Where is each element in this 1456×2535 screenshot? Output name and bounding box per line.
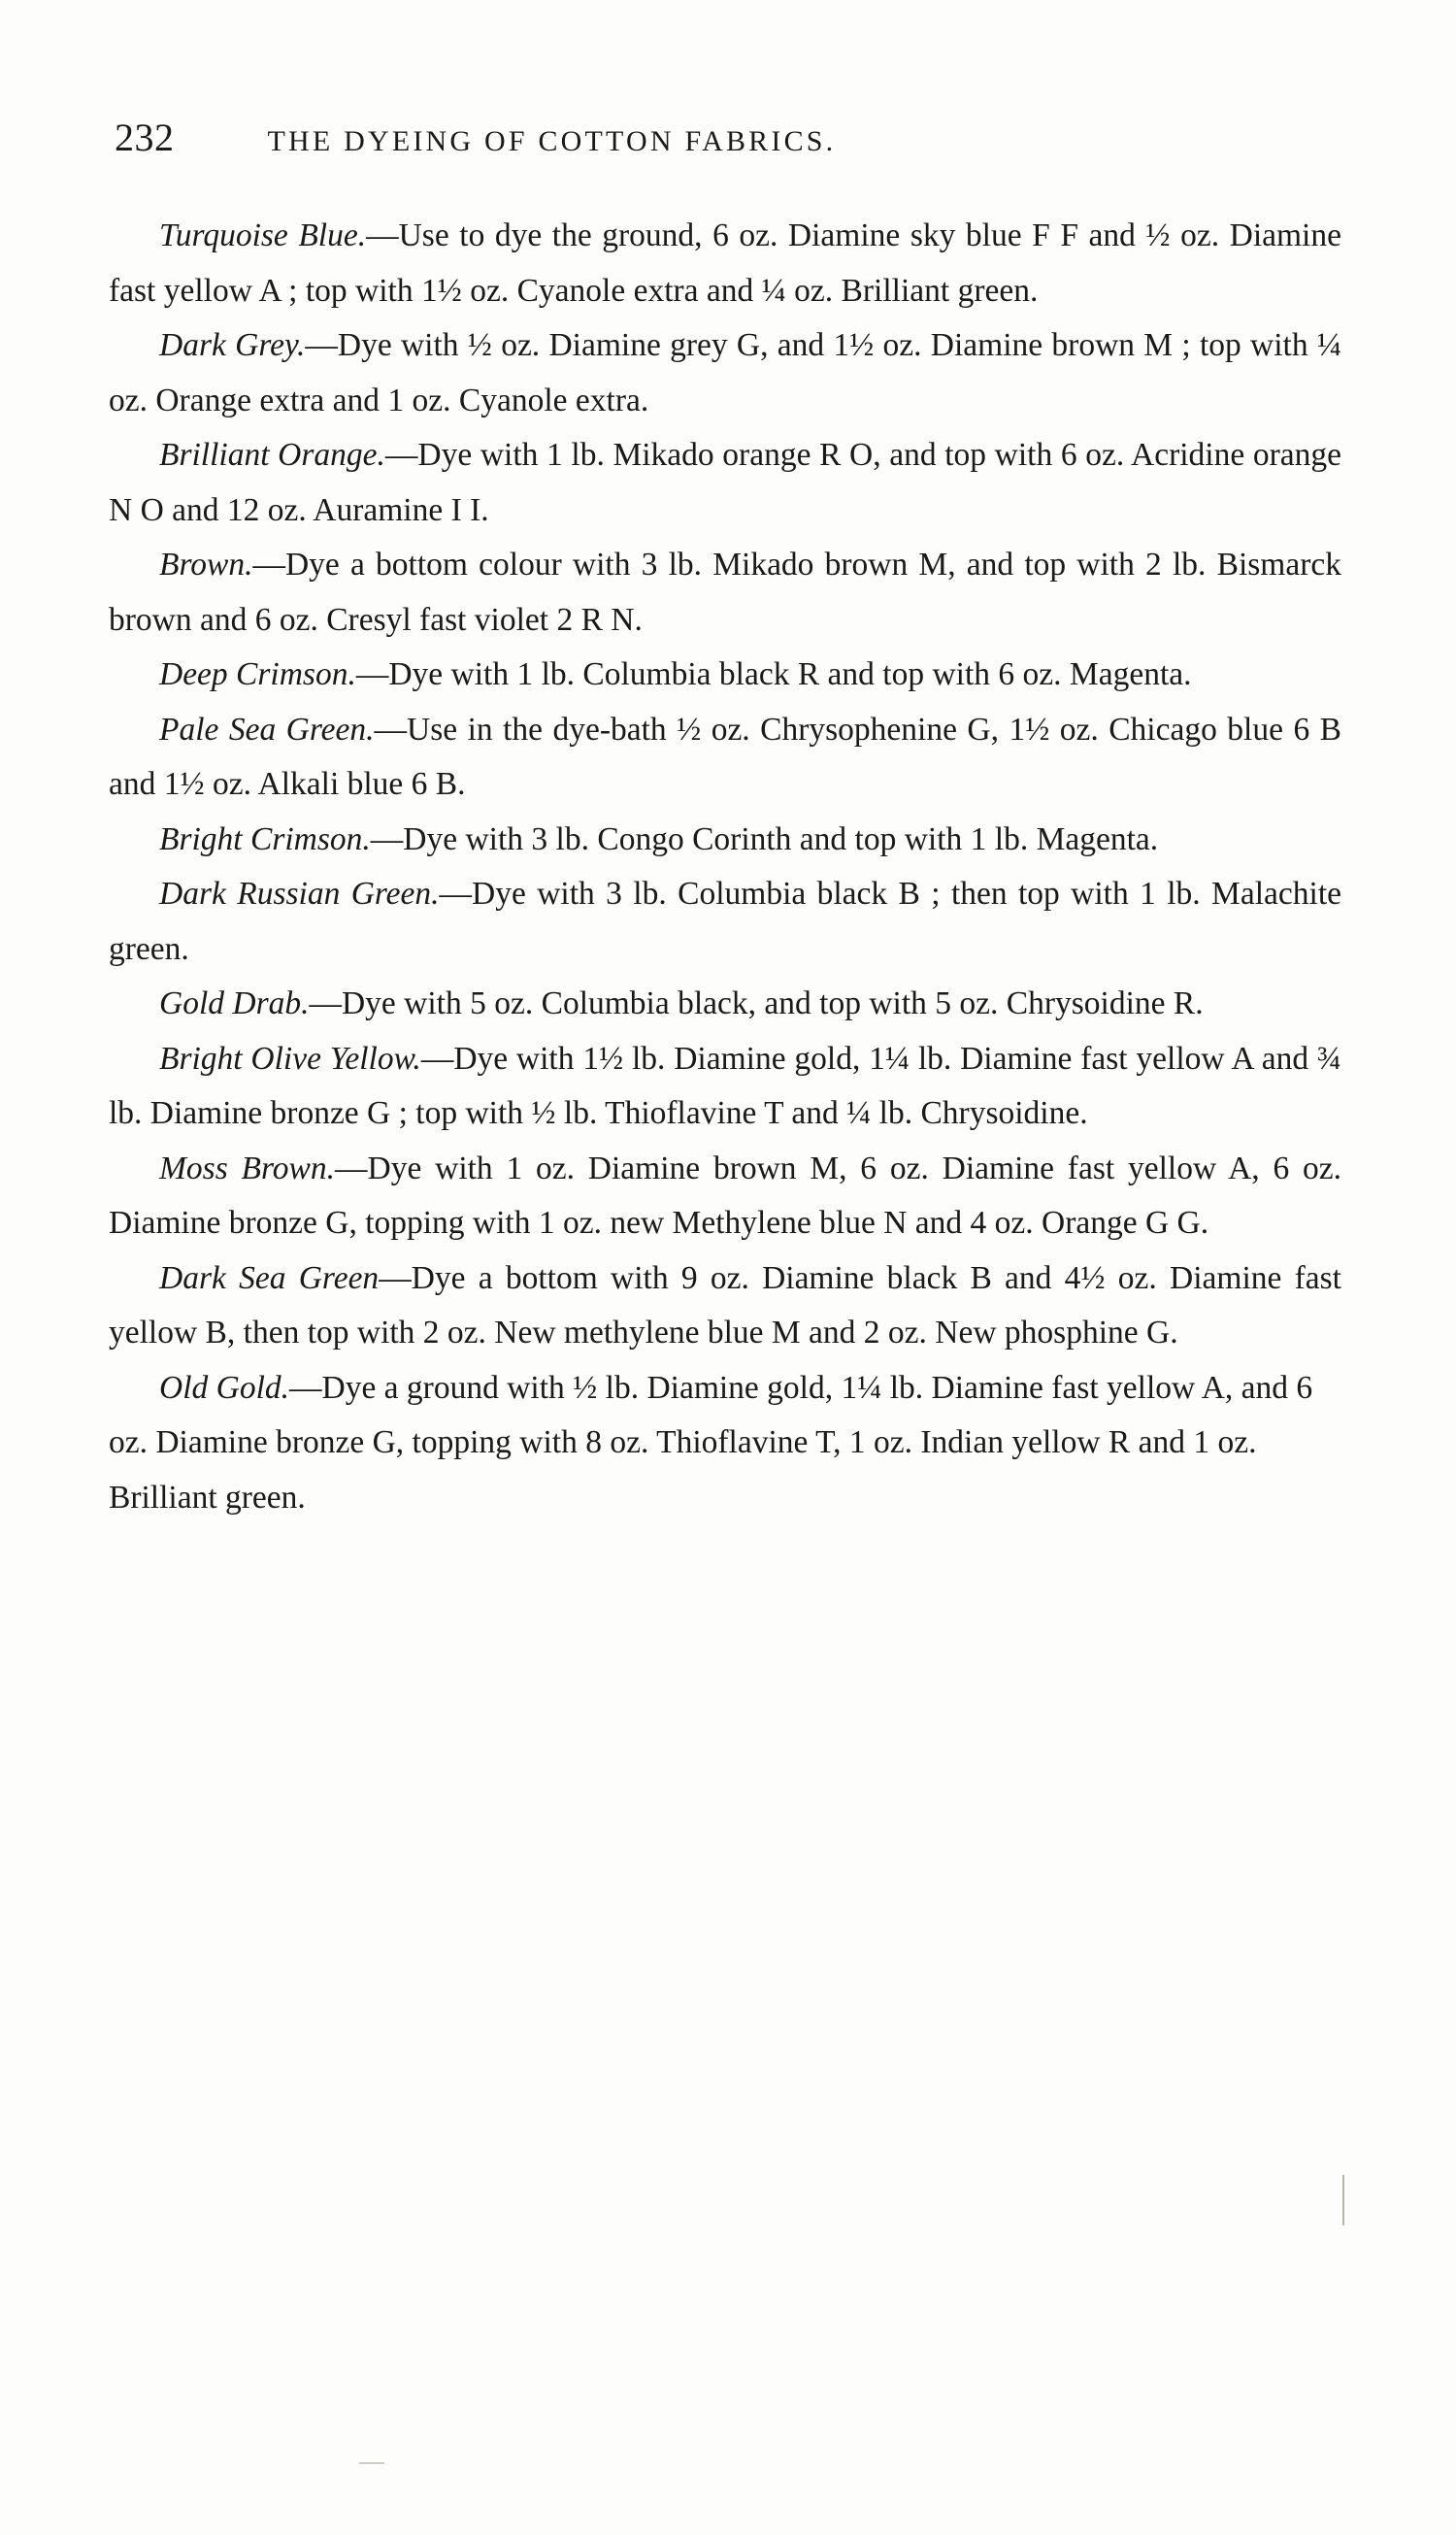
paragraph — [109, 703, 1341, 813]
entry-text: —Dye a bottom colour with 3 lb. Mikado brown M, and top with 2 lb. Bismarck brown and 6 oz. Cresyl fast violet 2 R N. — [109, 547, 1341, 638]
entry-term: Pale Sea Green. — [159, 711, 375, 748]
paragraph — [109, 813, 1341, 868]
entry-text: —Use in the dye-bath ½ oz. Chrysophenine G, 1½ oz. Chicago blue 6 B and 1½ oz. Alkali blue 6 B. — [109, 711, 1341, 802]
paragraph — [109, 209, 1341, 318]
entry-term: Brilliant Orange. — [159, 437, 385, 473]
paragraph — [109, 648, 1341, 703]
entry-text: —Dye with 1½ lb. Diamine gold, 1¼ lb. Diamine fast yellow A and ¾ lb. Diamine bronze G ; top with ½ lb. Thioflavine T and ¼ lb. Chrysoidine. — [109, 1040, 1342, 1131]
entry-term: Dark Russian Green. — [159, 876, 440, 912]
entry-text: —Dye with 3 lb. Congo Corinth and top with 1 lb. Magenta. — [370, 820, 1159, 857]
entry-term: Bright Olive Yellow. — [159, 1040, 421, 1077]
entry-text: —Dye with 5 oz. Columbia black, and top with 5 oz. Chrysoidine R. — [309, 985, 1204, 1021]
entry-term: Brown. — [159, 547, 253, 583]
paragraph — [109, 318, 1341, 428]
entry-text: —Dye with 1 oz. Diamine brown M, 6 oz. Diamine fast yellow A, 6 oz. Diamine bronze G, topping with 1 oz. new Methylene blue N and 4 oz. Orange G G. — [109, 1150, 1341, 1241]
entry-text: —Use to dye the ground, 6 oz. Diamine sky blue F F and ½ oz. Diamine fast yellow A ; top with 1½ oz. Cyanole extra and ¼ oz. Brilliant green. — [109, 217, 1341, 309]
paragraph — [109, 1032, 1341, 1142]
page-number: 232 — [115, 116, 175, 159]
entry-term: Dark Grey. — [159, 327, 306, 363]
page-bottom-mark — [359, 2462, 384, 2464]
paragraph — [109, 428, 1341, 538]
paragraph — [109, 1361, 1341, 1526]
paragraph — [109, 538, 1341, 648]
entry-term: Bright Crimson. — [159, 820, 371, 857]
entry-term: Moss Brown. — [159, 1150, 336, 1186]
paragraph — [109, 867, 1341, 977]
entry-text: —Dye with 1 lb. Columbia black R and top with 6 oz. Magenta. — [355, 656, 1192, 692]
body-text — [109, 209, 1341, 1525]
paragraph — [109, 1142, 1341, 1251]
entry-text: —Dye with 1 lb. Mikado orange R O, and top with 6 oz. Acridine orange N O and 12 oz. Auramine I I. — [109, 437, 1341, 528]
entry-term: Gold Drab. — [159, 985, 310, 1021]
entry-text: —Dye with 3 lb. Columbia black B ; then top with 1 lb. Malachite green. — [109, 876, 1341, 967]
running-head: THE DYEING OF COTTON FABRICS. — [267, 125, 837, 157]
page-header — [115, 115, 1221, 160]
entry-text: —Dye a ground with ½ lb. Diamine gold, 1¼ lb. Diamine fast yellow A, and 6 oz. Diamine bronze G, topping with 8 oz. Thioflavine T, 1 oz. Indian yellow R and 1 oz. Brilliant green. — [109, 1369, 1313, 1516]
entry-term: Deep Crimson. — [159, 656, 356, 692]
page-edge-mark — [1342, 2175, 1344, 2225]
entry-term: Turquoise Blue. — [159, 217, 367, 253]
paragraph — [109, 977, 1341, 1032]
entry-text: —Dye with ½ oz. Diamine grey G, and 1½ oz. Diamine brown M ; top with ¼ oz. Orange extra and 1 oz. Cyanole extra. — [109, 327, 1341, 418]
entry-term: Old Gold. — [159, 1369, 289, 1406]
entry-term: Dark Sea Green — [159, 1259, 380, 1296]
paragraph — [109, 1251, 1341, 1361]
entry-text: —Dye a bottom with 9 oz. Diamine black B and 4½ oz. Diamine fast yellow B, then top with 2 oz. New methylene blue M and 2 oz. New phosphine G. — [109, 1259, 1341, 1351]
